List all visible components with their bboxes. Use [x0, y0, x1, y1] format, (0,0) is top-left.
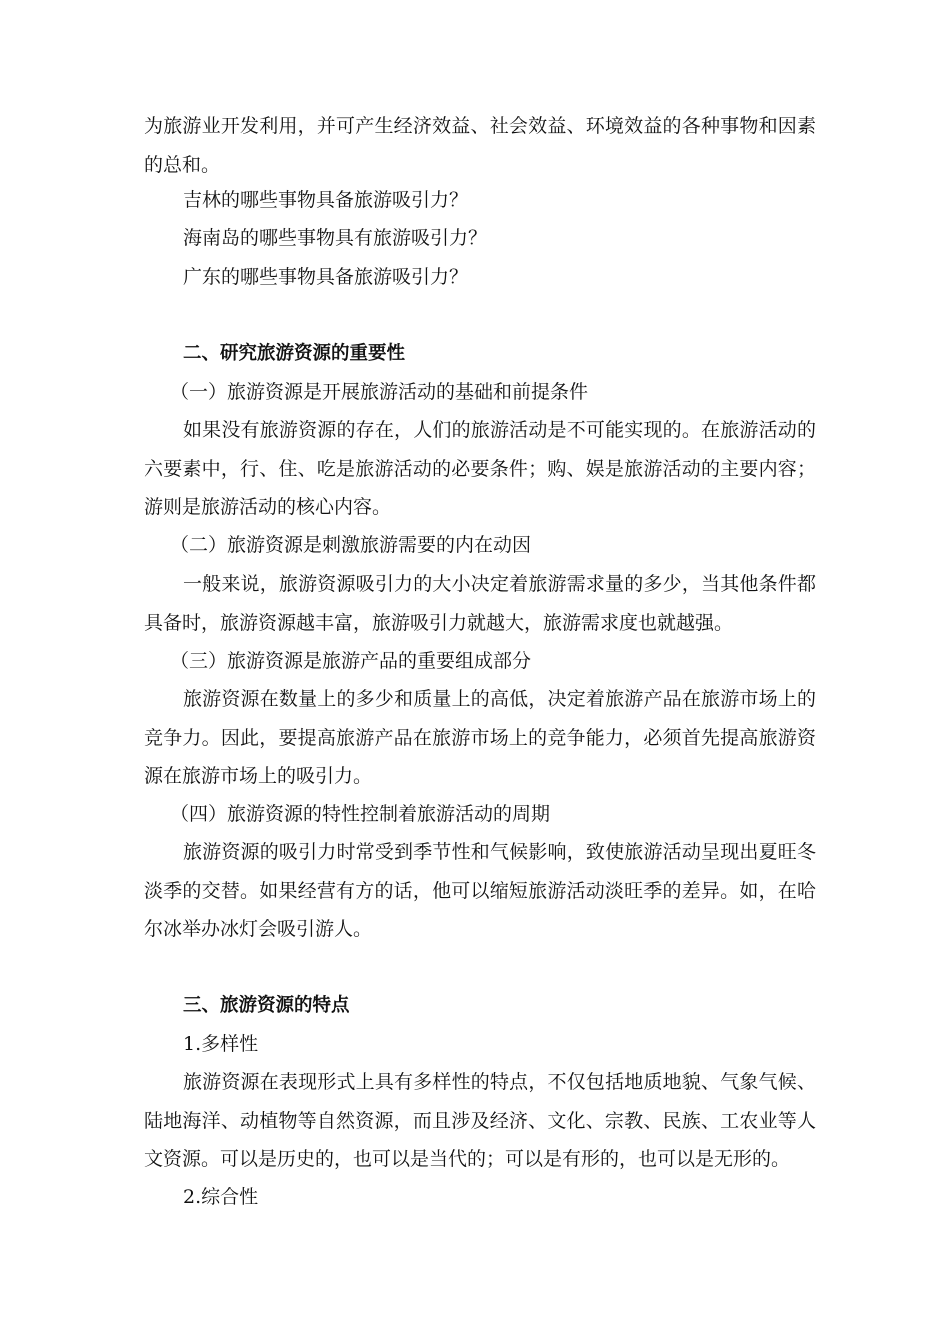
paragraph-feature-1: 旅游资源在表现形式上具有多样性的特点，不仅包括地质地貌、气象气候、陆地海洋、动植物等自然资源，而且涉及经济、文化、宗教、民族、工农业等人文资源。可以是历史的，也可以是当代的；可以是有形的，也可以是无形的。	[144, 1071, 816, 1170]
feature-heading-1: 1.多样性	[183, 1033, 259, 1055]
subheading-2: （二）旅游资源是刺激旅游需要的内在动因	[170, 534, 532, 556]
question-hainan: 海南岛的哪些事物具有旅游吸引力？	[183, 227, 488, 249]
subheading-3: （三）旅游资源是旅游产品的重要组成部分	[170, 650, 532, 672]
question-guangdong: 广东的哪些事物具备旅游吸引力？	[183, 266, 469, 288]
paragraph-1: 如果没有旅游资源的存在，人们的旅游活动是不可能实现的。在旅游活动的六要素中，行、住、吃是旅游活动的必要条件；购、娱是旅游活动的主要内容；游则是旅游活动的核心内容。	[144, 419, 816, 518]
paragraph-intro-tail: 为旅游业开发利用，并可产生经济效益、社会效益、环境效益的各种事物和因素的总和。	[144, 115, 816, 176]
section-heading-3: 三、旅游资源的特点	[183, 995, 350, 1016]
paragraph-3: 旅游资源在数量上的多少和质量上的高低，决定着旅游产品在旅游市场上的竞争力。因此，要提高旅游产品在旅游市场上的竞争能力，必须首先提高旅游资源在旅游市场上的吸引力。	[144, 688, 816, 787]
feature-heading-2: 2.综合性	[183, 1186, 259, 1208]
subheading-4: （四）旅游资源的特性控制着旅游活动的周期	[170, 803, 551, 825]
question-jilin: 吉林的哪些事物具备旅游吸引力？	[183, 189, 469, 211]
section-heading-2: 二、研究旅游资源的重要性	[183, 343, 406, 364]
paragraph-2: 一般来说，旅游资源吸引力的大小决定着旅游需求量的多少，当其他条件都具备时，旅游资源越丰富，旅游吸引力就越大，旅游需求度也就越强。	[144, 573, 816, 634]
paragraph-4: 旅游资源的吸引力时常受到季节性和气候影响，致使旅游活动呈现出夏旺冬淡季的交替。如果经营有方的话，他可以缩短旅游活动淡旺季的差异。如，在哈尔冰举办冰灯会吸引游人。	[144, 841, 816, 940]
subheading-1: （一）旅游资源是开展旅游活动的基础和前提条件	[170, 381, 589, 403]
